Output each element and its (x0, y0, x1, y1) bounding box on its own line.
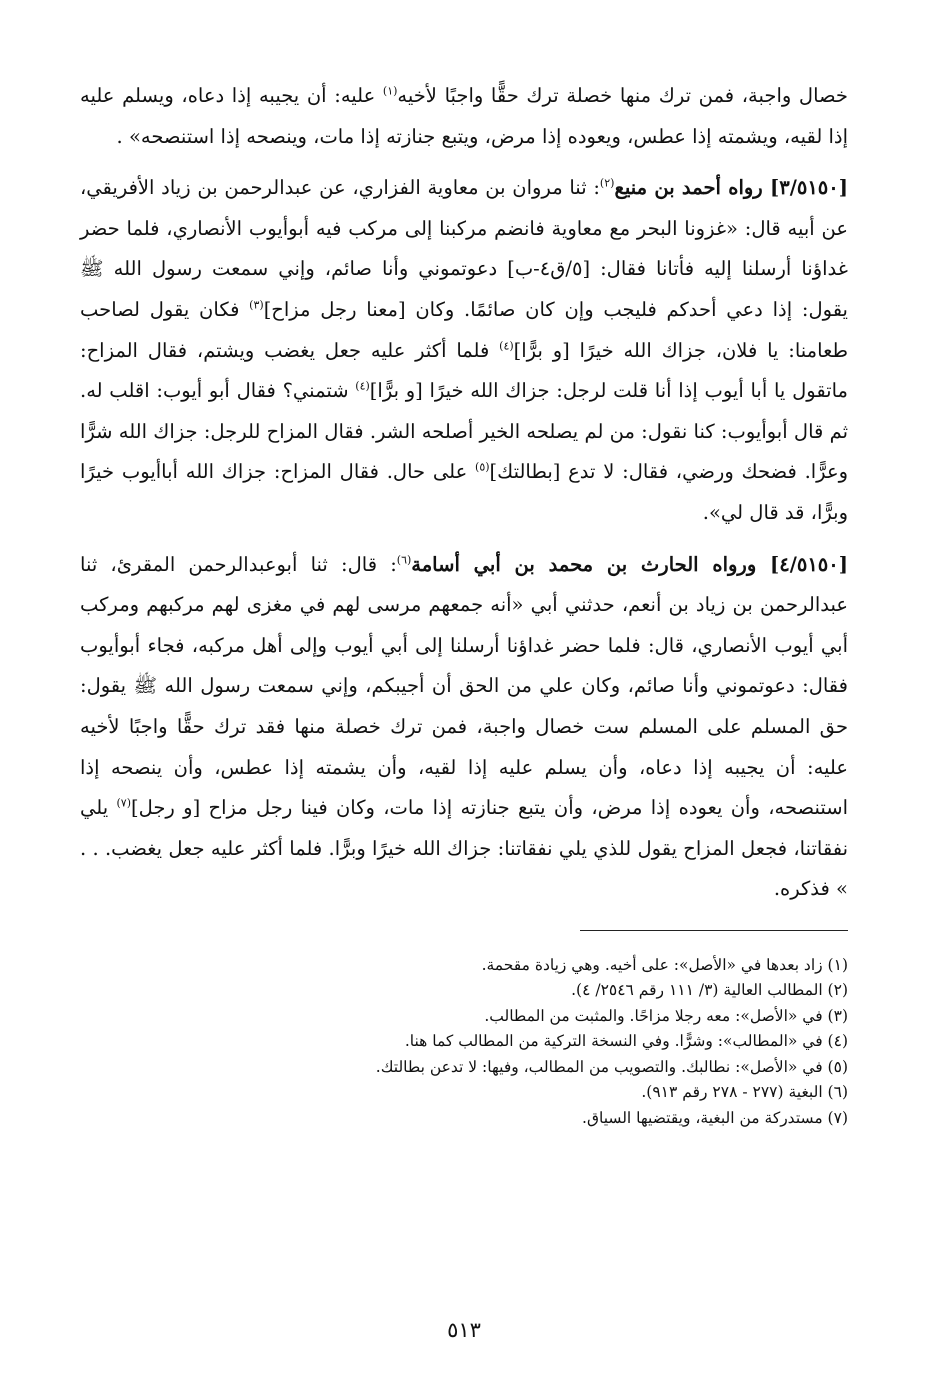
footnote-3: (٣) في «الأصل»: معه رجلا مزاحًا. والمثبت من المطالب. (484, 1006, 848, 1025)
paragraph-hadith-3 (80, 168, 848, 533)
hadith-number: [٣/٥١٥٠] (770, 176, 848, 200)
footnote-ref[interactable]: (٥) (475, 460, 490, 474)
footnote-ref[interactable]: (١) (382, 84, 398, 98)
footnote-ref[interactable]: (٦) (396, 553, 412, 567)
footnote-ref[interactable]: (٧) (116, 796, 131, 810)
footnote-divider (580, 930, 848, 931)
paragraph-text: عليه: أن يجيبه إذا دعاه، ويسلم عليه إذا لقيه، ويشمته إذا عطس، ويعوده إذا مرض، ويتبع جنازته إذا مات، وينصحه إذا استنصحه» . (80, 84, 848, 148)
footnote-7: (٧) مستدركة من البغية، ويقتضيها السياق. (582, 1108, 848, 1127)
paragraph-text: شتمني؟ فقال أبو أيوب: اقلب له. ثم قال أبوأيوب: كنا نقول: من لم يصلحه الخير أصلحه الشر. فقال المزاح للرجل: جزاك الله شرًّا وعرًّا. فضحك ورضي، فقال: لا تدع [بطالتك] (80, 379, 848, 484)
footnote-ref[interactable]: (٣) (249, 298, 264, 312)
footnote-6: (٦) البغية (٢٧٧ - ٢٧٨ رقم ٩١٣). (641, 1083, 848, 1102)
footnote-1: (١) زاد بعدها في «الأصل»: على أخيه. وهي زيادة مقحمة. (481, 955, 848, 974)
page-number: ٥١٣ (447, 1318, 481, 1342)
paragraph-hadith-4 (80, 545, 848, 910)
hadith-source: رواه أحمد بن منيع (614, 176, 771, 200)
paragraph-text: يلي نفقاتنا، فجعل المزاح يقول للذي يلي نفقاتنا: جزاك الله خيرًا وبرًّا. فلما أكثر عليه جعل يغضب. . . » فذكره. (80, 796, 848, 901)
paragraph-text: فكان يقول لصاحب طعامنا: يا فلان، جزاك الله خيرًا [و برًّا] (80, 297, 848, 362)
footnote-ref[interactable]: (٤) (355, 379, 370, 393)
footnote-5: (٥) في «الأصل»: نطالبك. والتصويب من المطالب، وفيها: لا تدعن بطالتك. (375, 1057, 848, 1076)
paragraph-text: فلما أكثر عليه جعل يغضب ويشتم، فقال المزاح: ماتقول يا أبا أيوب إذا أنا قلت لرجل: جزاك الله خيرًا [و برًّا] (80, 338, 848, 403)
paragraph-text: خصال واجبة، فمن ترك منها خصلة ترك حقًّا واجبًا لأخيه (397, 84, 848, 107)
paragraph-text: على حال. فقال المزاح: جزاك الله أباأيوب خيرًا وبرًّا، قد قال لي». (80, 460, 848, 524)
paragraph-text: : قال: ثنا أبوعبدالرحمن المقرئ، ثنا عبدالرحمن بن زياد بن أنعم، حدثني أبي «أنه جمعهم مرسى لهم في مغزى لهم مركبهم ومركب أبي أيوب الأنصاري، قال: فلما حضر غداؤنا أرسلنا إلى أبي أيوب وإلى أهل مركبه، فجاء أبوأيوب فقال: دعوتموني وأنا صائم، وكان علي من الحق أن أجيبكم، وإني سمعت رسول الله ﷺ يقول: حق المسلم على المسلم ست خصال واجبة، فمن ترك خصلة منها فقد ترك حقًّا واجبًا لأخيه عليه: أن يجيبه إذا دعاه، وأن يسلم عليه إذا لقيه، وأن يشمته إذا عطس، وأن ينصحه إذا استنصحه، وأن يعوده إذا مرض، وأن يتبع جنازته إذا مات، وكان فينا رجل مزاح [و رجل] (80, 552, 848, 820)
hadith-number: [٤/٥١٥٠] (770, 552, 848, 576)
hadith-source: ورواه الحارث بن محمد بن أبي أسامة (411, 552, 771, 576)
footnotes (80, 953, 848, 1132)
paragraph-continuation (80, 76, 848, 157)
paragraph-text: : ثنا مروان بن معاوية الفزاري، عن عبدالرحمن بن زياد الأفريقي، عن أبيه قال: «غزونا البحر مع معاوية فانضم مركبنا إلى مركب فيه أبوأيوب الأنصاري، فلما حضر غداؤنا أرسلنا إليه فأتانا فقال: [٥/ق٤-ب] دعوتموني وأنا صائم، وإني سمعت رسول الله ﷺ يقول: إذا دعي أحدكم فليجب وإن كان صائمًا. وكان [معنا رجل مزاح] (80, 176, 848, 321)
footnote-4: (٤) في «المطالب»: وشرًّا. وفي النسخة التركية من المطالب كما هنا. (404, 1032, 848, 1051)
footnote-2: (٢) المطالب العالية (٣/ ١١١ رقم ٢٥٤٦/ ٤). (571, 981, 848, 1000)
footnote-ref[interactable]: (٢) (599, 176, 615, 190)
footnote-ref[interactable]: (٤) (499, 339, 514, 353)
